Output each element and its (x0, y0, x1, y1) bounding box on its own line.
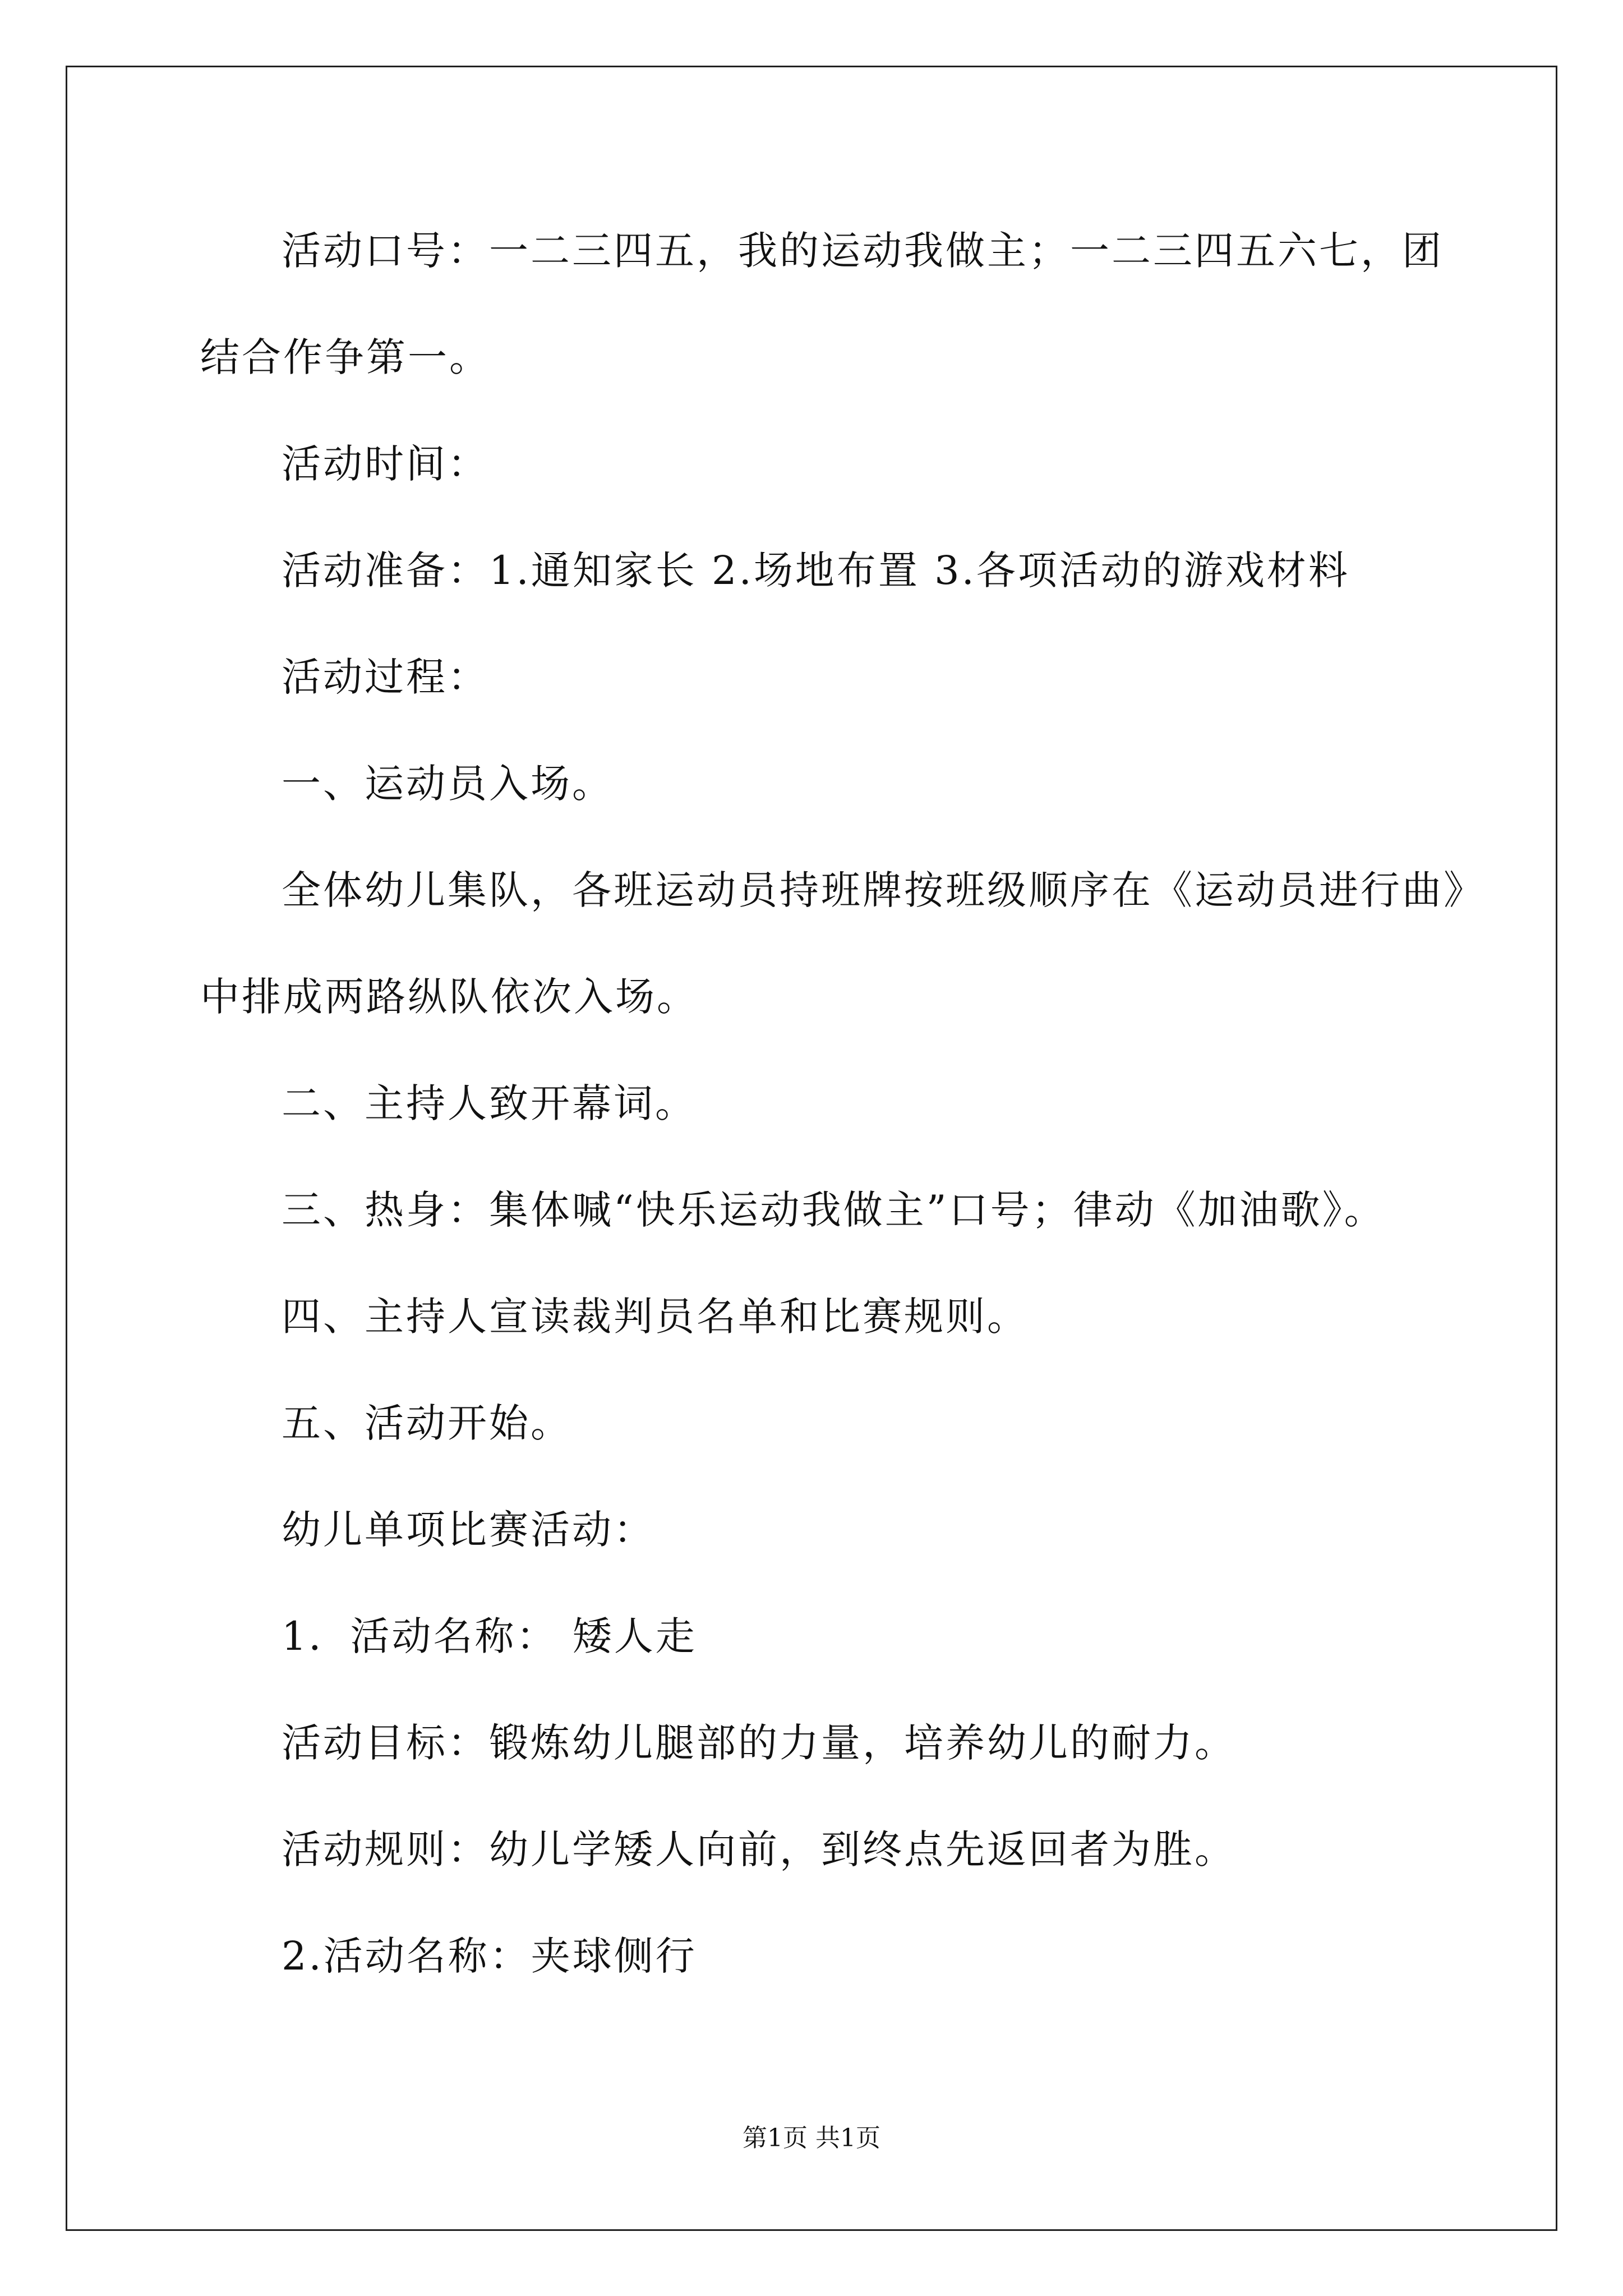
paragraph-event-two-name: 2.活动名称：夹球侧行 (282, 1933, 697, 1979)
page-footer: 第1页 共1页 (743, 2124, 880, 2152)
paragraph-activity-process: 活动过程： (282, 654, 489, 700)
paragraph-event-one-goal: 活动目标：锻炼幼儿腿部的力量，培养幼儿的耐力。 (282, 1720, 1236, 1766)
paragraph-activity-preparation: 活动准备：1.通知家长 2.场地布置 3.各项活动的游戏材料 (282, 547, 1350, 593)
paragraph-step-five: 五、活动开始。 (282, 1400, 572, 1446)
paragraph-step-one: 一、运动员入场。 (282, 761, 614, 807)
paragraph-step-one-detail: 全体幼儿集队，各班运动员持班牌按班级顺序在《运动员进行曲》 (282, 867, 1485, 913)
paragraph-slogan-continued: 结合作争第一。 (200, 334, 491, 380)
paragraph-event-one-name: 1．活动名称： 矮人走 (282, 1613, 697, 1659)
paragraph-step-one-detail-continued: 中排成两路纵队依次入场。 (200, 974, 698, 1020)
paragraph-single-events: 幼儿单项比赛活动： (282, 1507, 655, 1553)
paragraph-activity-time: 活动时间： (282, 441, 489, 487)
paragraph-event-one-rule: 活动规则：幼儿学矮人向前，到终点先返回者为胜。 (282, 1826, 1236, 1872)
page-border (66, 66, 1557, 2231)
paragraph-step-four: 四、主持人宣读裁判员名单和比赛规则。 (282, 1294, 1029, 1340)
paragraph-step-two: 二、主持人致开幕词。 (282, 1080, 697, 1126)
paragraph-step-three: 三、热身：集体喊“快乐运动我做主”口号；律动《加油歌》。 (282, 1187, 1386, 1233)
paragraph-slogan: 活动口号：一二三四五，我的运动我做主；一二三四五六七，团 (282, 228, 1444, 274)
